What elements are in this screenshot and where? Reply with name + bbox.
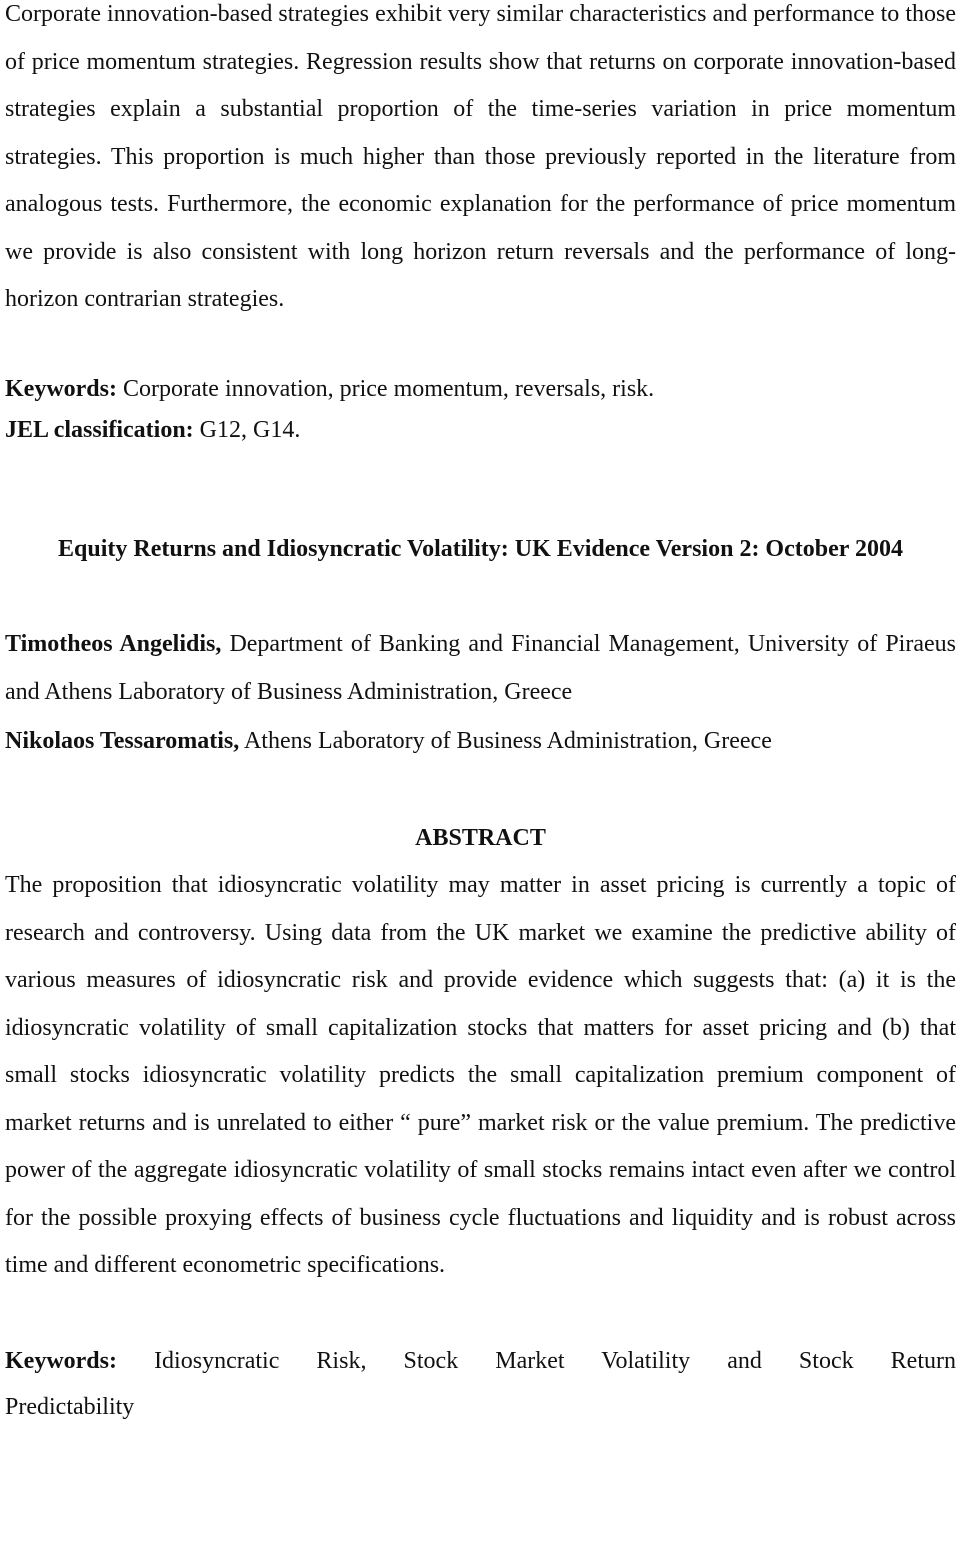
- abstract-keywords-value: Idiosyncratic Risk, Stock Market Volatility and Stock Return: [116, 1347, 956, 1374]
- abstract-keywords-label: Keywords:: [5, 1347, 117, 1374]
- abstract-heading: ABSTRACT: [415, 825, 546, 851]
- author-affiliation: Athens Laboratory of Business Administration, Greece: [239, 727, 772, 754]
- intro-paragraph: Corporate innovation-based strategies exhibit very similar characteristics and performance to those of price momentum strategies. Regression results show that returns on corporate innovation-based strategies explain a substantial proportion of the time-series variation in price momentum strategies. This proportion is much higher than those previously reported in the literature from analogous tests. Furthermore, the economic explanation for the performance of price momentum we provide is also consistent with long horizon return reversals and the performance of long-horizon contrarian strategies.: [5, 1, 956, 312]
- author-name: Timotheos Angelidis,: [5, 630, 222, 657]
- jel-label: JEL classification:: [5, 416, 194, 443]
- author-entry: [5, 717, 956, 766]
- author-affiliation: Department of Banking and Financial Management, University of Piraeus and Athens Laboratory of Business Administration, Greece: [5, 630, 956, 705]
- author-name: Nikolaos Tessaromatis,: [5, 727, 240, 754]
- abstract-keywords-continuation: Predictability: [5, 1393, 135, 1420]
- jel-value: G12, G14.: [193, 416, 301, 443]
- abstract-keywords-line: [5, 1337, 956, 1385]
- keywords-line: [5, 369, 956, 410]
- author-entry: [5, 620, 956, 717]
- paper-title: Equity Returns and Idiosyncratic Volatility: UK Evidence Version 2: October 2004: [58, 535, 903, 562]
- keywords-value: Corporate innovation, price momentum, reversals, risk.: [116, 375, 655, 402]
- jel-classification-line: [5, 410, 956, 451]
- keywords-label: Keywords:: [5, 375, 117, 402]
- abstract-text: The proposition that idiosyncratic volatility may matter in asset pricing is currently a topic of research and controversy. Using data from the UK market we examine the predictive ability of various measures of idiosyncratic risk and provide evidence which suggests that: (a) it is the idiosyncratic volatility of small capitalization stocks that matters for asset pricing and (b) that small stocks idiosyncratic volatility predicts the small capitalization premium component of market returns and is unrelated to either “ pure” market risk or the value premium. The predictive power of the aggregate idiosyncratic volatility of small stocks remains intact even after we control for the possible proxying effects of business cycle fluctuations and liquidity and is robust across time and different econometric specifications.: [5, 872, 956, 1278]
- keywords-block: [5, 369, 956, 451]
- authors-block: [5, 620, 956, 766]
